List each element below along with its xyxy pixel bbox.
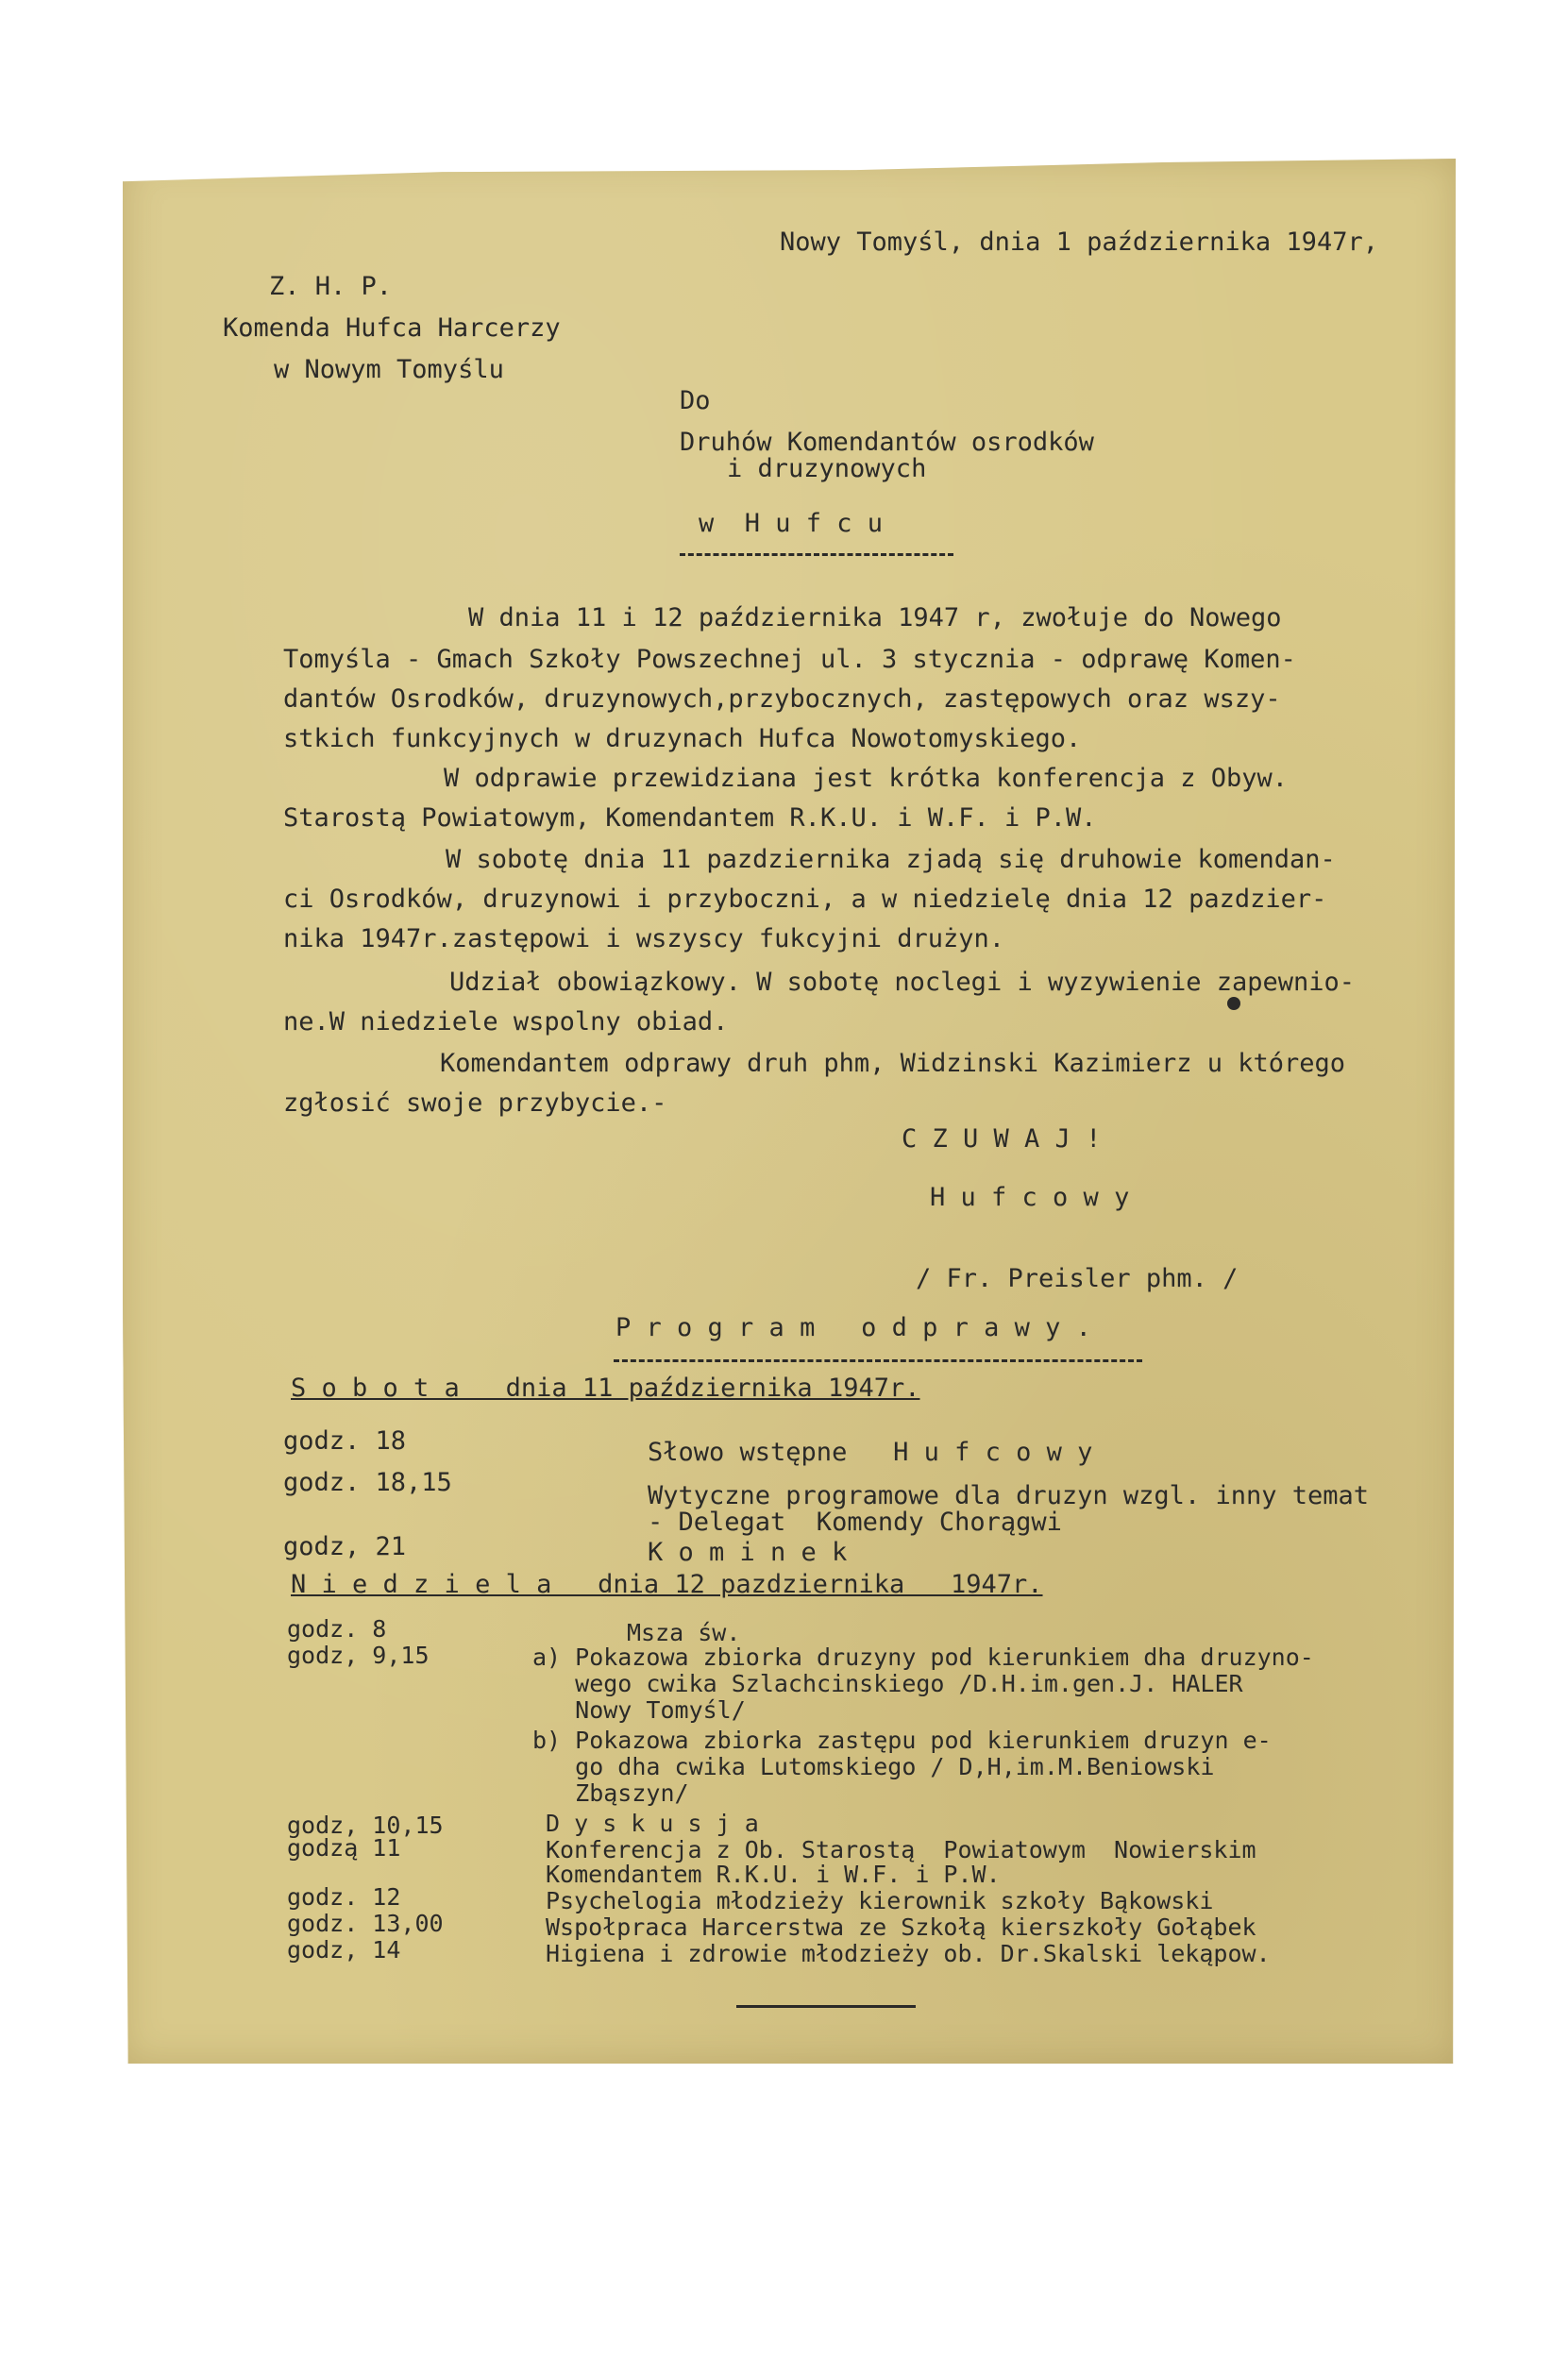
schedule-text: Nowy Tomyśl/ — [532, 1696, 746, 1724]
sunday-heading: N i e d z i e l a dnia 12 pazdziernika 1947r. — [291, 1570, 1043, 1599]
czuwaj: C Z U W A J ! — [902, 1124, 1102, 1154]
program-title-underline — [614, 1359, 1142, 1362]
body-line: stkich funkcyjnych w druzynach Hufca Nowotomyskiego. — [283, 724, 1082, 753]
recipient-line-1: Druhów Komendantów osrodków — [680, 428, 1094, 457]
org-line-3: w Nowym Tomyślu — [274, 355, 504, 384]
body-line: zgłosić swoje przybycie.- — [283, 1088, 667, 1118]
schedule-text: Słowo wstępne H u f c o w y — [648, 1438, 1093, 1467]
body-line: W odprawie przewidziana jest krótka konferencja z Obyw. — [444, 764, 1289, 793]
schedule-time: godz. 18,15 — [283, 1468, 452, 1497]
schedule-text: Konferencja z Ob. Starostą Powiatowym Nowierskim — [546, 1836, 1256, 1863]
body-line: ci Osrodków, druzynowi i przyboczni, a w niedzielę dnia 12 pazdzier- — [283, 885, 1327, 914]
body-line: W dnia 11 i 12 października 1947 r, zwołuje do Nowego — [468, 603, 1282, 632]
schedule-text: Psychelogia młodzieży kierownik szkoły Bąkowski — [546, 1887, 1214, 1914]
body-line: ne.W niedziele wspolny obiad. — [283, 1007, 729, 1037]
schedule-text: Zbąszyn/ — [532, 1779, 689, 1807]
schedule-time: godz. 18 — [283, 1426, 407, 1456]
schedule-text: - Delegat Komendy Chorągwi — [648, 1508, 1062, 1537]
schedule-time: godzą 11 — [287, 1834, 401, 1862]
signature: / Fr. Preisler phm. / — [916, 1264, 1239, 1293]
schedule-text: go dha cwika Lutomskiego / D,H,im.M.Beniowski — [532, 1753, 1215, 1780]
schedule-time: godz. 12 — [287, 1883, 401, 1911]
org-line-2: Komenda Hufca Harcerzy — [223, 313, 561, 343]
schedule-time: godz, 14 — [287, 1936, 401, 1964]
org-line-1: Z. H. P. — [269, 272, 393, 301]
schedule-text: Msza św. — [627, 1619, 741, 1646]
saturday-heading: S o b o t a dnia 11 października 1947r. — [291, 1374, 920, 1403]
schedule-text: Higiena i zdrowie młodzieży ob. Dr.Skalski lekąpow. — [546, 1940, 1271, 1967]
schedule-time: godz, 10,15 — [287, 1812, 444, 1839]
schedule-time: godz, 9,15 — [287, 1642, 430, 1669]
schedule-time: godz. 13,00 — [287, 1910, 444, 1937]
body-line: Starostą Powiatowym, Komendantem R.K.U. i W.F. i P.W. — [283, 803, 1097, 833]
end-rule — [736, 2005, 916, 2008]
body-line: Tomyśla - Gmach Szkoły Powszechnej ul. 3 stycznia - odprawę Komen- — [283, 645, 1296, 674]
schedule-text: wego cwika Szlachcinskiego /D.H.im.gen.J. HALER — [532, 1670, 1243, 1697]
body-line: nika 1947r.zastępowi i wszyscy fukcyjni drużyn. — [283, 924, 1005, 953]
schedule-text: Wspołpraca Harcerstwa ze Szkołą kierszkoły Gołąbek — [546, 1913, 1256, 1941]
body-line: W sobotę dnia 11 pazdziernika zjadą się druhowie komendan- — [446, 845, 1336, 874]
program-title: P r o g r a m o d p r a w y . — [615, 1313, 1091, 1342]
place-date: Nowy Tomyśl, dnia 1 października 1947r, — [780, 228, 1378, 257]
recipient-underline — [680, 553, 953, 556]
recipient-do: Do — [680, 386, 711, 415]
schedule-text: K o m i n e k — [648, 1538, 848, 1567]
recipient-line-3: w H u f c u — [699, 509, 884, 538]
body-line: Komendantem odprawy druh phm, Widzinski Kazimierz u którego — [440, 1049, 1346, 1078]
schedule-text: a) Pokazowa zbiorka druzyny pod kierunkiem dha druzyno- — [532, 1644, 1314, 1671]
body-line: dantów Osrodków, druzynowych,przybocznych, zastępowych oraz wszy- — [283, 684, 1281, 714]
body-line: Udział obowiązkowy. W sobotę noclegi i wyzywienie zapewnio- — [449, 968, 1356, 997]
schedule-text: D y s k u s j a — [546, 1810, 759, 1837]
schedule-text: Wytyczne programowe dla druzyn wzgl. inny temat — [648, 1481, 1370, 1510]
hufcowy-role: H u f c o w y — [930, 1183, 1130, 1212]
schedule-text: Komendantem R.K.U. i W.F. i P.W. — [546, 1861, 1001, 1888]
ink-blot — [1227, 997, 1240, 1010]
schedule-time: godz, 21 — [283, 1532, 407, 1561]
recipient-line-2: i druzynowych — [727, 454, 927, 483]
schedule-text: b) Pokazowa zbiorka zastępu pod kierunkiem druzyn e- — [532, 1727, 1272, 1754]
schedule-time: godz. 8 — [287, 1615, 387, 1643]
